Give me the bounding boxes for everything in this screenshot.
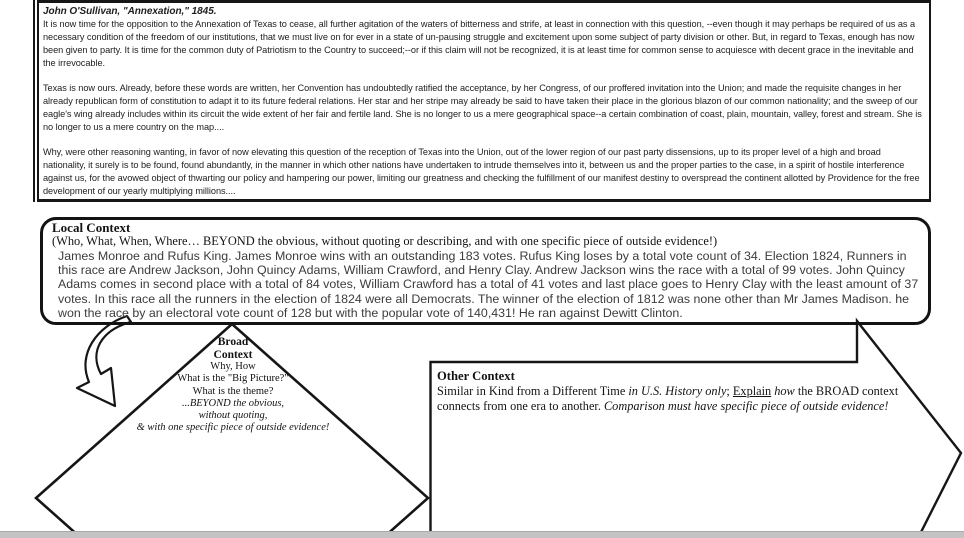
other-context-seg: in U.S. History only: [628, 384, 727, 398]
other-context-seg: Similar in Kind from a Different Time: [437, 384, 629, 398]
document-excerpt-box: [37, 0, 931, 202]
broad-context-label: [103, 336, 363, 435]
other-context-label: [437, 368, 909, 414]
broad-context-title-line1: Broad: [217, 336, 249, 348]
broad-context-line: What is the "Big Picture?": [177, 373, 289, 385]
document-paragraph-1: It is now time for the opposition to the Annexation of Texas to cease, all further agitation of the waters of bitterness and strife, at least in connection with this question, --even though it may perhaps be required of us as a necessary condition of the freedom of our institutions, that we must live on for ever in a state of un-pausing struggle and excitement upon some subject of party division or other. But, in regard to Texas, enough has now been given to party. It is time for the common duty of Patriotism to the Country to succeed;--or if this claim will not be recognized, it is at least time for common sense to acquiesce with decent grace in the inevitable and the irrevocable.: [43, 19, 916, 68]
other-context-seg: how: [774, 384, 795, 398]
bottom-gray-bar: [0, 531, 964, 538]
document-paragraph-2: Texas is now ours. Already, before these words are written, her Convention has undoubtedly ratified the acceptance, by her Congress, of our proffered invitation into the Union; and made the requisite changes in her already republican form of constitution to adapt it to its future federal relations. Her star and her stripe may already be said to have taken their place in the glorious blazon of our common nationality; and the sweep of our eagle's wing already includes within its circuit the wide extent of her fair and fertile land. She is no longer to us a mere geographical space--a certain combination of coast, plain, mountain, valley, forest and stream. She is no longer to us a mere country on the map....: [43, 83, 922, 132]
broad-context-italic-line: without quoting,: [198, 410, 268, 422]
other-context-body: [437, 384, 909, 414]
broad-context-italic-line: ...BEYOND the obvious,: [181, 397, 285, 409]
local-context-answer: James Monroe and Rufus King. James Monroe wins with an outstanding 183 votes. Rufus King loses by a total vote count of 34. Election 1824, Runners in this race are Andrew Jackson, John Quincy Adams, William Crawford, and Henry Clay. Andrew Jackson wins the race with a total of 99 votes. John Quincy Adams comes in second place with a total of 84 votes, William Crawford has a total of 41 votes and last place goes to Henry Clay with the least amount of 37 votes. In this race all the runners in the election of 1824 were all Democrats. The winner of the election of 1812 was none other than Mr James Madison. he won the race by an electoral vote count of 128 but with the popular vote of 140,431! He ran against Dewitt Clinton.: [58, 249, 919, 320]
other-context-arrow-shape: [431, 321, 962, 538]
broad-context-line: What is the theme?: [192, 385, 274, 397]
local-context-title: Local Context: [52, 220, 131, 235]
other-context-seg: the BROAD context connects from one era to another.: [437, 384, 899, 413]
other-context-title: Other Context: [437, 369, 515, 383]
local-context-prompt: (Who, What, When, Where… BEYOND the obvious, without quoting or describing, and with one specific piece of outside evidence!): [52, 233, 718, 248]
broad-context-line: Why, How: [210, 361, 256, 372]
local-context-box: [40, 217, 931, 325]
broad-context-italic-line: & with one specific piece of outside evidence!: [136, 422, 330, 434]
document-left-rule: [33, 0, 35, 202]
other-context-seg: Comparison must have specific piece of outside evidence!: [603, 399, 889, 413]
broad-context-title-line2: Context: [213, 348, 253, 361]
document-title: John O'Sullivan, "Annexation," 1845.: [43, 6, 217, 17]
document-paragraph-3: Why, were other reasoning wanting, in favor of now elevating this question of the reception of Texas into the Union, out of the lower region of our past party dissensions, up to its proper level of a high and broad nationality, it surely is to be found, found abundantly, in the manner in which other nations have undertaken to intrude themselves into it, between us and the proper parties to the case, in a spirit of hostile interference against us, for the avowed object of thwarting our policy and hampering our power, limiting our greatness and checking the fulfillment of our manifest destiny to overspread the continent allotted by Providence for the free development of our yearly multiplying millions....: [43, 147, 920, 196]
other-context-seg: Explain: [732, 384, 772, 398]
other-context-seg: ;: [726, 384, 733, 398]
